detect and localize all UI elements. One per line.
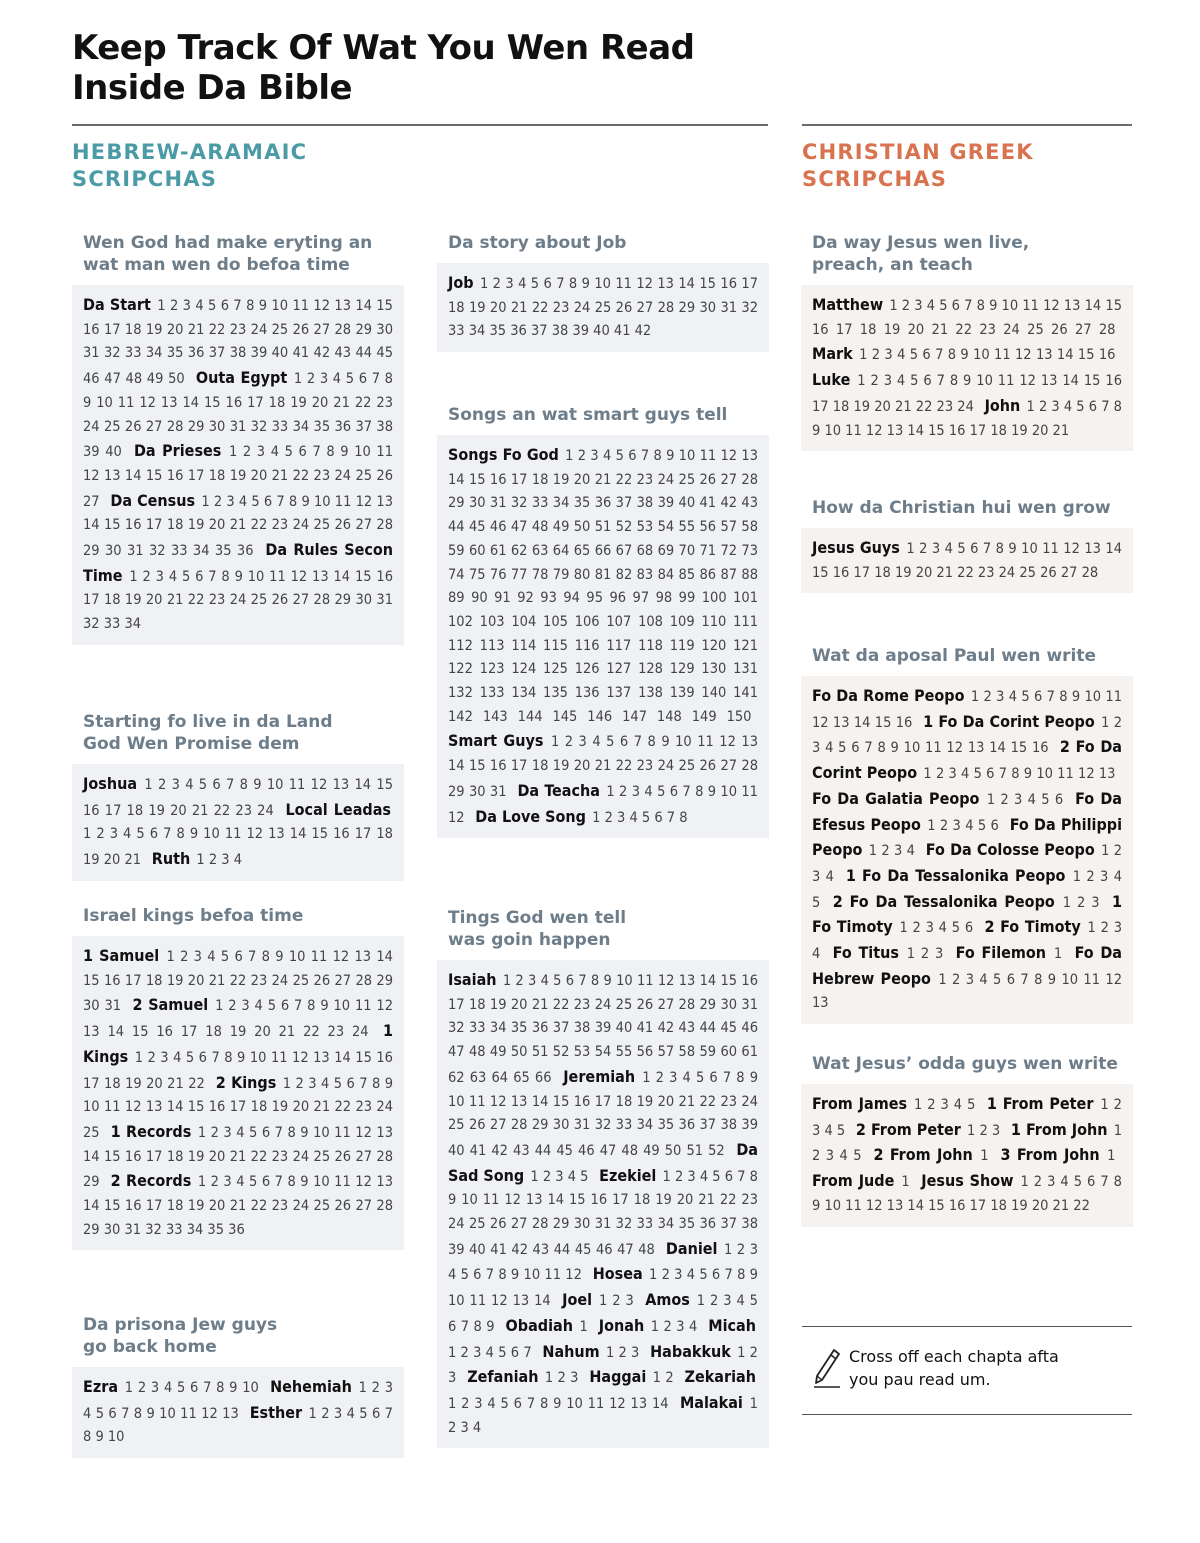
chapter-list — [72, 764, 404, 881]
book-name: Habakkuk — [650, 1341, 731, 1361]
greek-section-heading — [802, 139, 1034, 193]
chapter-list — [801, 285, 1133, 451]
chapter-numbers[interactable]: 1 2 3 4 5 6 — [899, 920, 974, 937]
group-heading-line: Da story about Job — [448, 233, 627, 253]
book-name: Joshua — [83, 774, 138, 793]
book-group — [437, 232, 769, 352]
group-heading-line: Songs an wat smart guys tell — [448, 405, 728, 425]
chapter-list — [72, 936, 404, 1250]
book-name: Micah — [708, 1315, 756, 1335]
chapter-numbers[interactable]: 1 2 3 4 5 6 7 8 9 10 11 12 13 14 15 16 17 18 19 20 21 22 — [812, 1174, 1122, 1214]
chapter-numbers[interactable]: 1 2 3 4 — [812, 843, 1122, 885]
book-name: Luke — [812, 370, 851, 390]
hebrew-section-heading — [72, 139, 307, 193]
chapter-numbers[interactable]: 1 2 3 4 5 6 7 8 9 10 11 12 13 14 15 16 17 18 19 20 21 22 — [83, 1049, 393, 1092]
book-group — [72, 711, 404, 881]
chapter-list — [437, 435, 769, 838]
group-heading-line: go back home — [83, 1337, 217, 1357]
book-name: Da Teacha — [517, 780, 601, 800]
book-name: Da Census — [110, 490, 196, 510]
chapter-numbers[interactable]: 1 2 3 4 5 6 — [927, 817, 999, 834]
group-heading-line: How da Christian hui wen grow — [812, 498, 1111, 518]
chapter-numbers[interactable]: 1 2 3 4 5 6 7 8 9 10 11 12 13 14 15 16 17 18 19 20 21 22 23 24 25 26 27 28 29 30 31 32 33 34 35 36 37 38 39 40 41 42 43 44 45 46 47 48 49 50 51 52 53 54 55 56 57 58 59 60 61 62 63 64 65 66 — [448, 973, 758, 1086]
chapter-numbers[interactable]: 1 2 3 4 5 6 7 8 9 — [448, 1293, 758, 1335]
page-title — [72, 28, 772, 108]
book-name: Fo Da Philippi Peopo — [812, 814, 1122, 860]
book-name: From James — [812, 1094, 908, 1113]
chapter-numbers[interactable]: 1 2 3 4 5 6 7 8 9 10 11 12 13 14 15 16 17 18 19 20 21 22 23 24 25 26 27 28 29 30 31 32 33 34 35 36 37 38 39 40 41 42 43 44 45 46 47 48 49 50 51 52 — [448, 1069, 758, 1159]
chapter-list — [801, 676, 1133, 1024]
book-name: Fo Da Galatia Peopo — [812, 788, 980, 808]
book-name: 1 Fo Da Tessalonika Peopo — [845, 865, 1066, 885]
chapter-numbers[interactable]: 1 2 3 — [544, 1370, 579, 1387]
chapter-numbers[interactable]: 1 2 3 4 5 6 7 8 9 10 11 12 13 14 15 16 17 18 19 20 21 22 23 24 25 26 27 28 29 30 31 32 33 34 35 36 37 38 39 40 — [83, 371, 393, 461]
book-name: Nehemiah — [270, 1377, 352, 1396]
chapter-numbers[interactable]: 1 2 3 4 — [196, 852, 242, 869]
chapter-numbers[interactable]: 1 2 3 4 5 — [812, 1122, 1122, 1165]
book-name: 3 From John — [1000, 1145, 1100, 1165]
chapter-numbers[interactable]: 1 2 3 4 5 6 7 8 9 10 11 12 13 — [83, 1380, 393, 1422]
group-heading-line: Wat da aposal Paul wen write — [812, 646, 1097, 666]
chapter-numbers[interactable]: 1 2 3 4 5 6 7 8 9 10 11 12 13 14 15 16 17 18 19 20 21 22 23 24 25 26 27 28 29 30 31 32 33 34 35 36 37 38 39 40 41 42 43 44 45 46 47 48 49 50 51 52 53 54 55 56 57 58 59 60 61 62 63 64 65 66 67 68 69 70 71 72 73 74 75 76 77 78 79 80 81 82 83 84 85 86 87 88 89 90 91 92 93 94 95 96 97 98 99 100 101 102 103 104 105 106 107 108 109 110 111 112 113 114 115 116 117 118 119 120 121 122 123 124 125 126 127 128 129 130 131 132 133 134 135 136 137 138 139 140 141 142 143 144 145 146 147 148 149 150 — [448, 448, 759, 725]
chapter-list — [437, 960, 769, 1448]
book-name: John — [984, 395, 1021, 415]
chapter-numbers[interactable]: 1 2 — [652, 1370, 674, 1387]
book-name: 1 Fo Da Corint Peopo — [923, 711, 1095, 731]
book-name: Da Rules Secon Time — [83, 540, 394, 585]
group-heading-line: Da way Jesus wen live, — [812, 233, 1030, 253]
book-name: Ezekiel — [599, 1165, 657, 1185]
book-name: Matthew — [812, 295, 884, 314]
book-group — [437, 907, 769, 1448]
book-name: Malakai — [679, 1392, 743, 1412]
chapter-numbers[interactable]: 1 2 3 4 5 6 7 8 9 10 11 12 13 14 15 16 17 18 19 20 21 22 23 24 25 26 27 28 29 30 31 32 33 34 — [83, 568, 393, 633]
instruction-text — [849, 1345, 1059, 1391]
chapter-numbers[interactable]: 1 2 3 4 5 6 7 8 9 10 11 12 13 14 15 16 17 18 19 20 21 22 23 24 — [83, 777, 393, 819]
book-name: 2 Fo Timoty — [984, 917, 1081, 937]
book-name: 2 Kings — [215, 1072, 277, 1092]
chapter-numbers[interactable]: 1 2 3 — [599, 1293, 634, 1310]
group-heading-line: God Wen Promise dem — [83, 734, 300, 754]
book-group — [801, 232, 1133, 451]
chapter-numbers[interactable]: 1 2 3 4 5 6 7 8 9 10 11 12 13 14 15 16 17 18 19 20 21 — [83, 826, 393, 869]
chapter-numbers[interactable]: 1 2 3 4 5 6 7 8 9 10 11 12 13 14 15 16 17 18 19 20 21 22 23 24 25 26 27 28 29 30 31 32 33 34 35 36 — [83, 493, 394, 560]
book-name: Jeremiah — [563, 1066, 636, 1086]
book-name: Amos — [645, 1290, 690, 1310]
title-rule-left — [72, 124, 768, 126]
chapter-list — [801, 528, 1133, 593]
chapter-numbers[interactable]: 1 2 3 4 5 6 7 8 9 10 11 12 13 14 15 16 17 18 19 20 21 22 23 24 25 26 27 28 — [812, 541, 1122, 581]
book-name: 1 Records — [110, 1121, 192, 1141]
group-heading — [801, 232, 1133, 276]
chapter-numbers[interactable]: 1 2 3 4 5 6 7 8 9 10 11 12 13 14 15 16 17 18 19 20 21 22 23 24 25 26 27 28 29 30 31 — [83, 949, 393, 1015]
chapter-numbers[interactable]: 1 2 3 4 5 6 — [986, 791, 1064, 808]
chapter-numbers[interactable]: 1 2 3 4 — [650, 1318, 698, 1335]
group-heading — [437, 907, 769, 951]
chapter-numbers[interactable]: 1 2 3 4 5 6 7 8 9 10 11 12 13 14 15 16 17 18 19 20 21 22 23 24 25 — [83, 1075, 393, 1141]
instruction-note — [802, 1326, 1132, 1415]
book-name: Joel — [562, 1290, 593, 1310]
group-heading — [72, 1314, 404, 1358]
chapter-numbers[interactable]: 1 2 3 4 5 — [812, 868, 1122, 911]
book-name: Fo Da Colosse Peopo — [925, 840, 1095, 860]
chapter-numbers[interactable]: 1 2 3 4 5 6 7 8 — [592, 809, 688, 826]
book-name: Hosea — [592, 1264, 643, 1284]
book-name: 2 From John — [873, 1145, 973, 1165]
book-name: Esther — [249, 1402, 303, 1422]
hebrew-section-line-1: HEBREW-ARAMAIC — [72, 140, 308, 164]
book-group — [801, 1053, 1133, 1227]
chapter-numbers[interactable]: 1 2 3 4 5 6 7 8 9 10 11 12 13 14 15 16 17 18 19 20 21 22 23 24 25 26 27 28 29 30 31 32 33 34 35 36 — [83, 1174, 393, 1238]
group-heading-line: Starting fo live in da Land — [83, 712, 333, 732]
chapter-numbers[interactable]: 1 2 3 4 5 6 7 8 9 10 11 12 13 14 — [448, 1267, 758, 1310]
chapter-numbers[interactable]: 1 2 3 4 5 6 7 8 9 10 11 12 13 14 15 16 17 18 19 20 21 22 23 24 25 26 27 — [83, 444, 393, 510]
book-name: Isaiah — [448, 970, 497, 989]
book-name: 2 Fo Da Tessalonika Peopo — [832, 891, 1055, 911]
hebrew-section-line-2: SCRIPCHAS — [72, 167, 218, 191]
title-line-2: Inside Da Bible — [72, 68, 353, 108]
book-name: 2 From Peter — [855, 1119, 961, 1139]
chapter-numbers[interactable]: 1 2 3 4 5 6 7 8 9 10 11 12 13 14 15 16 17 18 19 20 21 22 23 24 25 26 27 28 29 — [83, 1124, 393, 1191]
chapter-numbers[interactable]: 1 2 3 4 5 6 7 8 9 10 11 12 13 14 15 16 17 18 19 20 21 — [812, 398, 1122, 439]
group-heading-line: Da prisona Jew guys — [83, 1315, 278, 1335]
book-name: Jonah — [598, 1315, 645, 1335]
book-name: Da Sad Song — [448, 1139, 758, 1185]
book-name: Ezra — [83, 1377, 119, 1396]
book-name: 1 Samuel — [83, 946, 160, 965]
chapter-numbers[interactable]: 1 — [579, 1318, 588, 1335]
title-line-1: Keep Track Of Wat You Wen Read — [72, 28, 695, 68]
book-name: Da Prieses — [133, 441, 222, 461]
chapter-numbers[interactable]: 1 2 3 4 5 6 7 8 9 10 11 12 13 14 15 16 17 18 19 20 21 22 23 24 25 26 27 28 29 30 31 32 33 34 35 36 37 38 39 40 41 42 43 44 45 46 47 48 49 50 — [83, 298, 393, 388]
title-rule-right — [802, 124, 1132, 126]
group-heading — [801, 1053, 1133, 1075]
group-heading-line: wat man wen do befoa time — [83, 255, 350, 275]
group-heading — [801, 645, 1133, 667]
book-name: Jesus Show — [921, 1171, 1014, 1191]
chapter-numbers[interactable]: 1 2 3 4 5 6 7 8 9 10 11 12 13 14 15 16 17 18 19 20 21 22 23 24 25 26 27 28 29 30 31 32 33 34 35 36 37 38 39 40 41 42 43 44 45 46 47 48 — [448, 1168, 758, 1258]
chapter-numbers[interactable]: 1 2 3 4 5 6 7 8 9 10 — [124, 1380, 259, 1396]
chapter-numbers[interactable]: 1 2 3 — [448, 1344, 758, 1387]
book-name: Da Love Song — [475, 806, 586, 826]
chapter-numbers[interactable]: 1 2 3 4 5 6 7 8 9 10 11 12 13 14 15 16 17 18 19 20 21 22 23 24 — [812, 373, 1122, 415]
book-group — [72, 905, 404, 1250]
chapter-numbers[interactable]: 1 2 3 4 5 6 7 8 9 10 11 12 13 14 15 16 17 18 19 20 21 22 23 24 25 26 27 28 29 30 31 — [448, 734, 758, 800]
chapter-numbers[interactable]: 1 2 3 4 5 6 7 8 9 10 11 12 — [448, 783, 758, 826]
book-name: Fo Da Rome Peopo — [812, 686, 965, 705]
greek-section-line-1: CHRISTIAN GREEK — [802, 140, 1034, 164]
chapter-numbers[interactable]: 1 2 3 — [605, 1344, 640, 1361]
book-name: Jesus Guys — [812, 538, 900, 557]
chapter-numbers[interactable]: 1 2 3 — [906, 946, 944, 963]
book-name: Fo Da Efesus Peopo — [812, 788, 1122, 834]
book-group — [72, 1314, 404, 1458]
book-group — [72, 232, 404, 645]
book-name: Haggai — [589, 1367, 647, 1387]
chapter-numbers[interactable]: 1 — [1053, 946, 1063, 963]
book-name: Da Start — [83, 295, 151, 314]
book-name: From Jude — [812, 1171, 895, 1191]
book-name: Fo Da Hebrew Peopo — [812, 943, 1122, 988]
group-heading-line: was goin happen — [448, 930, 611, 950]
chapter-numbers[interactable]: 1 2 3 — [967, 1122, 1001, 1139]
chapter-numbers[interactable]: 1 2 3 4 5 6 7 8 9 10 11 12 — [448, 1241, 758, 1284]
book-name: Fo Titus — [832, 943, 899, 963]
chapter-numbers[interactable]: 1 2 3 4 5 6 7 8 9 10 11 12 13 — [923, 766, 1116, 783]
book-name: Daniel — [665, 1238, 718, 1258]
chapter-list — [72, 1367, 404, 1458]
chapter-numbers[interactable]: 1 2 3 4 5 6 7 8 9 10 11 12 13 14 15 16 17 18 19 20 21 22 23 24 — [83, 998, 393, 1041]
group-heading — [72, 232, 404, 276]
book-group — [801, 497, 1133, 593]
group-heading — [72, 905, 404, 927]
chapter-numbers[interactable]: 1 2 3 4 5 6 7 8 9 10 11 12 13 14 15 16 17 18 19 20 21 22 23 24 25 26 27 28 29 30 31 32 33 34 35 36 37 38 39 40 41 42 — [448, 276, 758, 340]
book-name: Outa Egypt — [195, 368, 288, 388]
book-name: Mark — [812, 344, 853, 364]
instruction-line-2: you pau read um. — [849, 1370, 991, 1389]
book-name: 1 From John — [1010, 1119, 1108, 1139]
instruction-line-1: Cross off each chapta afta — [849, 1347, 1059, 1366]
chapter-numbers[interactable]: 1 2 3 4 — [812, 920, 1123, 963]
book-name: 1 From Peter — [986, 1094, 1094, 1113]
group-heading-line: Wen God had make eryting an — [83, 233, 373, 253]
book-name: Local Leadas — [285, 799, 391, 819]
chapter-numbers[interactable]: 1 — [1107, 1148, 1116, 1165]
chapter-numbers[interactable]: 1 2 3 4 5 6 7 — [448, 1344, 532, 1361]
group-heading-line: Israel kings befoa time — [83, 906, 304, 926]
book-name: 2 Fo Da Corint Peopo — [812, 737, 1122, 783]
book-name: Songs Fo God — [448, 445, 559, 464]
group-heading-line: preach, an teach — [812, 255, 973, 275]
chapter-numbers[interactable]: 1 — [901, 1174, 910, 1191]
book-name: Nahum — [542, 1341, 600, 1361]
group-heading-line: Tings God wen tell — [448, 908, 627, 928]
book-group — [437, 404, 769, 838]
chapter-numbers[interactable]: 1 2 3 4 — [868, 843, 915, 860]
book-name: 2 Samuel — [132, 995, 209, 1015]
chapter-numbers[interactable]: 1 2 3 4 5 — [530, 1168, 589, 1185]
book-group — [801, 645, 1133, 1024]
chapter-numbers[interactable]: 1 2 3 4 5 6 7 8 9 10 11 12 13 14 15 16 17 18 19 20 21 22 23 24 25 26 27 28 — [812, 298, 1122, 338]
chapter-numbers[interactable]: 1 2 3 4 — [448, 1395, 758, 1436]
chapter-list — [72, 285, 404, 645]
book-name: Ruth — [151, 849, 191, 869]
book-name: 2 Records — [110, 1171, 192, 1191]
book-name: Job — [448, 273, 474, 292]
group-heading — [437, 232, 769, 254]
pencil-icon — [812, 1347, 842, 1389]
book-name: Fo Filemon — [955, 943, 1047, 963]
group-heading — [72, 711, 404, 755]
group-heading-line: Wat Jesus’ odda guys wen write — [812, 1054, 1118, 1074]
chapter-numbers[interactable]: 1 — [980, 1148, 989, 1165]
book-name: Zekariah — [684, 1367, 756, 1387]
chapter-numbers[interactable]: 1 2 3 4 5 — [914, 1097, 976, 1113]
chapter-numbers[interactable]: 1 2 3 4 5 6 7 8 9 10 — [83, 1405, 393, 1446]
group-heading — [437, 404, 769, 426]
group-heading — [801, 497, 1133, 519]
book-name: Obadiah — [505, 1315, 573, 1335]
chapter-numbers[interactable]: 1 2 3 4 5 6 7 8 9 10 11 12 13 14 15 16 — [859, 347, 1116, 364]
greek-section-line-2: SCRIPCHAS — [802, 167, 948, 191]
book-name: 1 Fo Timoty — [812, 891, 1122, 937]
book-name: Smart Guys — [448, 731, 544, 751]
chapter-numbers[interactable]: 1 2 3 4 5 6 7 8 9 10 11 12 13 14 15 16 — [812, 714, 1122, 757]
chapter-numbers[interactable]: 1 2 3 4 5 6 7 8 9 10 11 12 13 — [812, 971, 1123, 1012]
book-name: Zefaniah — [467, 1367, 539, 1387]
chapter-list — [437, 263, 769, 352]
chapter-numbers[interactable]: 1 2 3 4 5 6 7 8 9 10 11 12 13 14 — [448, 1395, 669, 1412]
chapter-numbers[interactable]: 1 2 3 4 5 6 7 8 9 10 11 12 13 14 15 16 — [812, 689, 1123, 731]
chapter-numbers[interactable]: 1 2 3 4 5 — [812, 1097, 1122, 1139]
chapter-numbers[interactable]: 1 2 3 — [1062, 894, 1100, 911]
book-name: 1 Kings — [83, 1021, 393, 1066]
chapter-list — [801, 1084, 1133, 1227]
